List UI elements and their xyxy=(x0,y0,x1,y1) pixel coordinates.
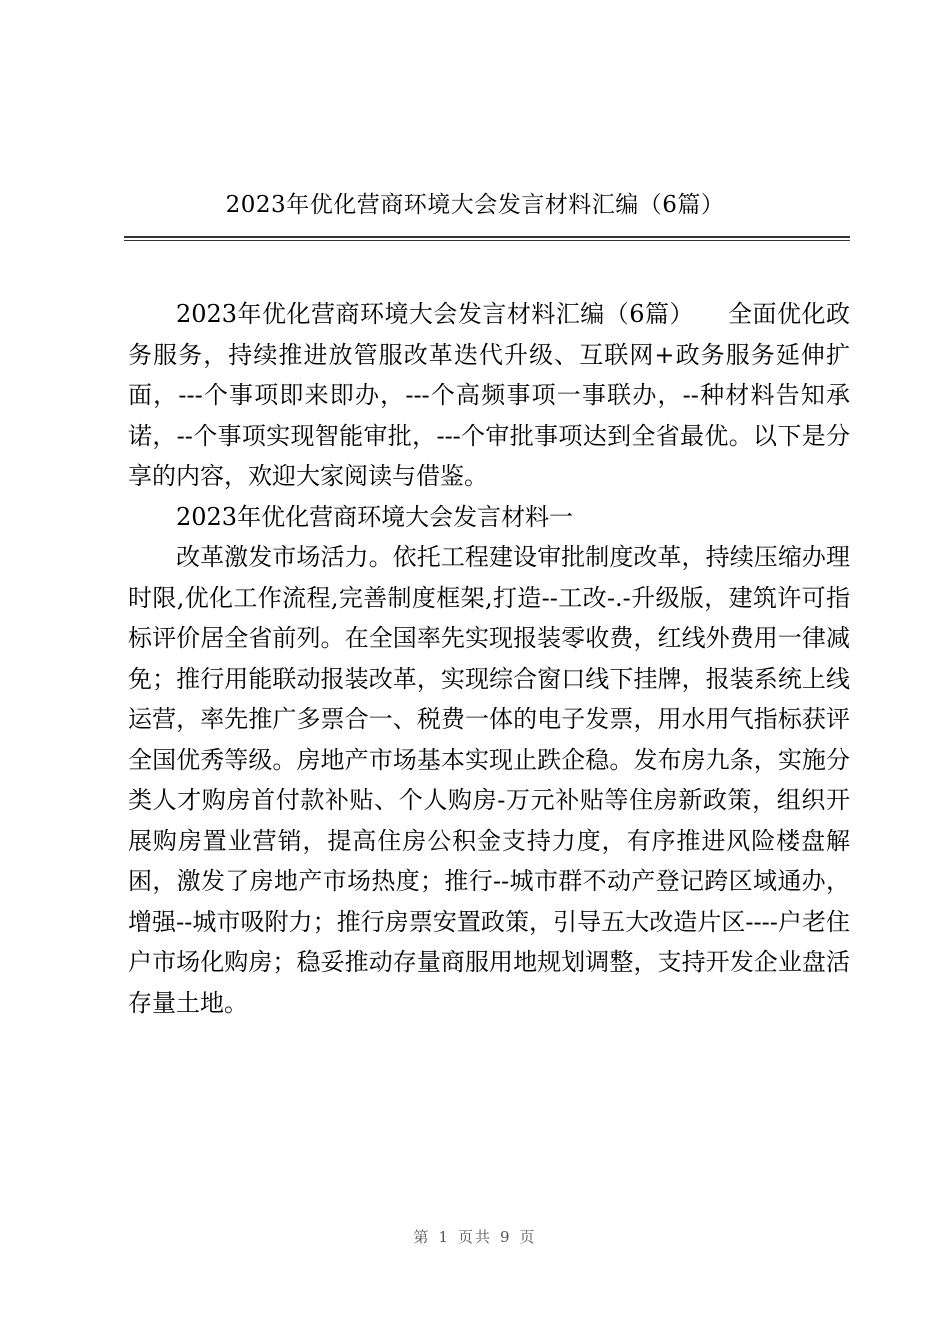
intro-paragraph xyxy=(128,294,850,497)
footer-page-number: 1 xyxy=(438,1228,450,1246)
body-paragraph-1: 改革激发市场活力。依托工程建设审批制度改革，持续压缩办理时限,优化工作流程,完善制度框架,打造--工改-.-升级版，建筑许可指标评价居全省前列。在全国率先实现报装零收费，红线外费用一律减免；推行用能联动报装改革，实现综合窗口线下挂牌，报装系统上线运营，率先推广多票合一、税费一体的电子发票，用水用气指标获评全国优秀等级。房地产市场基本实现止跌企稳。发布房九条，实施分类人才购房首付款补贴、个人购房-万元补贴等住房新政策，组织开展购房置业营销，提高住房公积金支持力度，有序推进风险楼盘解困，激发了房地产市场热度；推行--城市群不动产登记跨区域通办，增强--城市吸附力；推行房票安置政策，引导五大改造片区----户老住户市场化购房；稳妥推动存量商服用地规划调整，支持开发企业盘活存量土地。 xyxy=(128,543,850,1017)
footer-suffix: 页 xyxy=(519,1228,537,1246)
footer-mid: 页共 xyxy=(457,1228,492,1246)
page-header-title: 2023年优化营商环境大会发言材料汇编（6篇） xyxy=(225,192,725,218)
section-heading: 2023年优化营商环境大会发言材料一 xyxy=(176,502,574,531)
intro-text: 全面优化政务服务，持续推进放管服改革迭代升级、互联网+政务服务延伸扩面，---个事项即来即办，---个高频事项一事联办，--种材料告知承诺，--个事项实现智能审批，---个审批事项达到全省最优。以下是分享的内容，欢迎大家阅读与借鉴。 xyxy=(128,300,850,490)
header-divider xyxy=(124,236,850,241)
document-body xyxy=(128,294,850,1023)
intro-title: 2023年优化营商环境大会发言材料汇编（6篇） xyxy=(176,300,694,328)
footer-prefix: 第 xyxy=(413,1228,431,1246)
footer-page-total: 9 xyxy=(500,1228,512,1246)
page-footer xyxy=(0,1226,950,1247)
